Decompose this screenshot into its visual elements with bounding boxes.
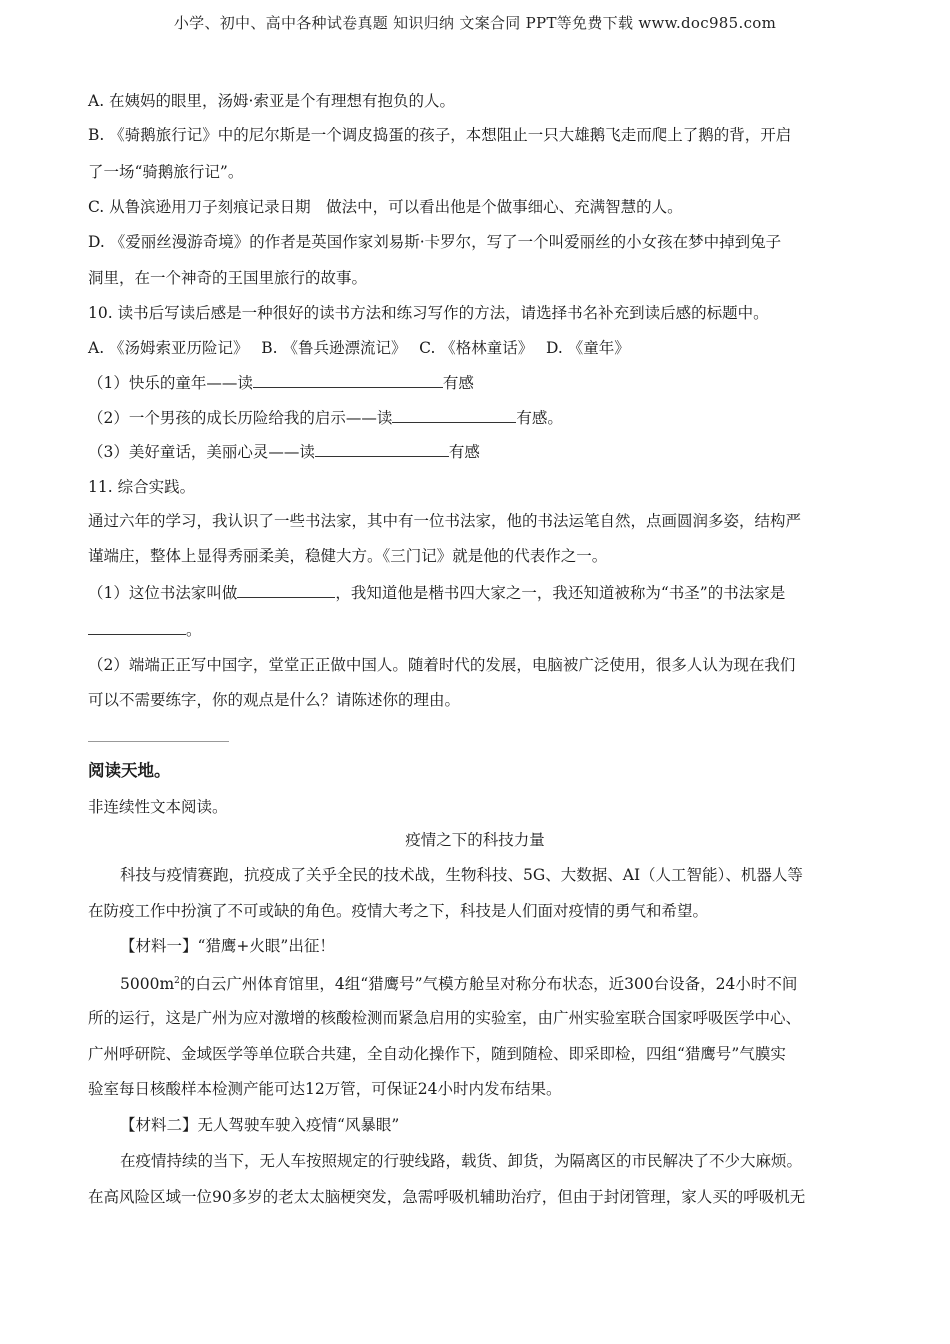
- q10-item2-prefix: （2）一个男孩的成长历险给我的启示——读: [88, 409, 393, 427]
- q10-item1-prefix: （1）快乐的童年——读: [88, 374, 253, 392]
- material-2-line1: 在疫情持续的当下，无人车按照规定的行驶线路，载货、卸货，为隔离区的市民解决了不少大麻烦。: [120, 1152, 803, 1170]
- q10-item1-blank[interactable]: [253, 371, 443, 388]
- q9-option-b-line2: 了一场“骑鹅旅行记”。: [88, 163, 244, 181]
- q11-para-line1: 通过六年的学习，我认识了一些书法家，其中有一位书法家，他的书法运笔自然，点画圆润多姿，结构严: [88, 512, 802, 530]
- reading-intro: 非连续性文本阅读。: [88, 798, 228, 816]
- article-title: 疫情之下的科技力量: [405, 831, 545, 849]
- material-1-area-sup: 2: [174, 976, 180, 986]
- article-p1-line2: 在防疫工作中扮演了不可或缺的角色。疫情大考之下，科技是人们面对疫情的勇气和希望。: [88, 902, 709, 920]
- material-1-line3: 广州呼研院、金域医学等单位联合共建，全自动化操作下，随到随检、即采即检，四组“猎鹰号”气膜实: [88, 1045, 786, 1063]
- q9-option-d-line2: 洞里，在一个神奇的王国里旅行的故事。: [88, 269, 368, 287]
- q11-item-1-cont: [88, 618, 202, 641]
- q11-item2-line1: （2）端端正正写中国字，堂堂正正做中国人。随着时代的发展，电脑被广泛使用，很多人认为现在我们: [88, 656, 796, 674]
- q10-item-3: [88, 440, 480, 463]
- q9-option-b-line1: B. 《骑鹅旅行记》中的尼尔斯是一个调皮捣蛋的孩子，本想阻止一只大雄鹅飞走而爬上了鹅的背，开启: [88, 126, 792, 144]
- page-header: 小学、初中、高中各种试卷真题 知识归纳 文案合同 PPT等免费下载 www.doc985.com: [173, 14, 777, 32]
- q11-item1-blank[interactable]: [237, 581, 335, 598]
- material-2-title: 【材料二】无人驾驶车驶入疫情“风暴眼”: [120, 1116, 400, 1134]
- q10-item2-suffix: 有感。: [516, 409, 563, 427]
- q9-option-d-line1: D. 《爱丽丝漫游奇境》的作者是英国作家刘易斯·卡罗尔，写了一个叫爱丽丝的小女孩在梦中掉到兔子: [88, 233, 782, 251]
- q10-item1-suffix: 有感: [442, 374, 474, 392]
- material-2-line2: 在高风险区域一位90多岁的老太太脑梗突发，急需呼吸机辅助治疗，但由于封闭管理，家人买的呼吸机无: [88, 1188, 806, 1206]
- material-1-line4: 验室每日核酸样本检测产能可达12万管，可保证24小时内发布结果。: [88, 1080, 562, 1098]
- q11-item1-middle: ，我知道他是楷书四大家之一，我还知道被称为“书圣”的书法家是: [335, 584, 786, 602]
- q11-item1-blank-2[interactable]: [88, 618, 186, 635]
- q11-item2-line2: 可以不需要练字，你的观点是什么？请陈述你的理由。: [88, 691, 461, 709]
- q11-item-1: [88, 581, 785, 604]
- article-p1-line1: 科技与疫情赛跑，抗疫成了关乎全民的技术战，生物科技、5G、大数据、AI（人工智能）、机器人等: [120, 866, 803, 884]
- material-1-line1-rest: 的白云广州体育馆里，4组“猎鹰号”气模方舱呈对称分布状态，近300台设备，24小时不间: [179, 975, 798, 994]
- q10-item2-blank[interactable]: [392, 406, 516, 423]
- q10-item3-prefix: （3）美好童话，美丽心灵——读: [88, 443, 315, 461]
- q10-item3-suffix: 有感: [448, 443, 480, 461]
- material-1-line1: [120, 970, 797, 995]
- q10-item3-blank[interactable]: [315, 440, 449, 457]
- q11-stem: 11. 综合实践。: [88, 478, 196, 496]
- material-1-area-value: 5000m: [120, 975, 175, 994]
- q9-option-a: A. 在姨妈的眼里，汤姆·索亚是个有理想有抱负的人。: [88, 92, 455, 110]
- q10-item-1: [88, 371, 474, 394]
- q10-options: A. 《汤姆索亚历险记》 B. 《鲁兵逊漂流记》 C. 《格林童话》 D. 《童年》: [88, 339, 630, 357]
- q10-stem: 10. 读书后写读后感是一种很好的读书方法和练习写作的方法，请选择书名补充到读后感的标题中。: [88, 304, 769, 322]
- material-1-title: 【材料一】“猎鹰+火眼”出征！: [120, 937, 335, 955]
- q9-option-c: C. 从鲁滨逊用刀子刻痕记录日期 做法中，可以看出他是个做事细心、充满智慧的人。: [88, 198, 683, 216]
- section-divider: [88, 741, 229, 742]
- q10-item-2: [88, 406, 563, 429]
- material-1-line2: 所的运行，这是广州为应对激增的核酸检测而紧急启用的实验室，由广州实验室联合国家呼吸医学中心、: [88, 1009, 802, 1027]
- q11-item1-end: 。: [186, 621, 202, 639]
- reading-section-title: 阅读天地。: [88, 761, 171, 780]
- q11-para-line2: 谨端庄，整体上显得秀丽柔美，稳健大方。《三门记》就是他的代表作之一。: [88, 547, 608, 565]
- q11-item1-prefix: （1）这位书法家叫做: [88, 584, 238, 602]
